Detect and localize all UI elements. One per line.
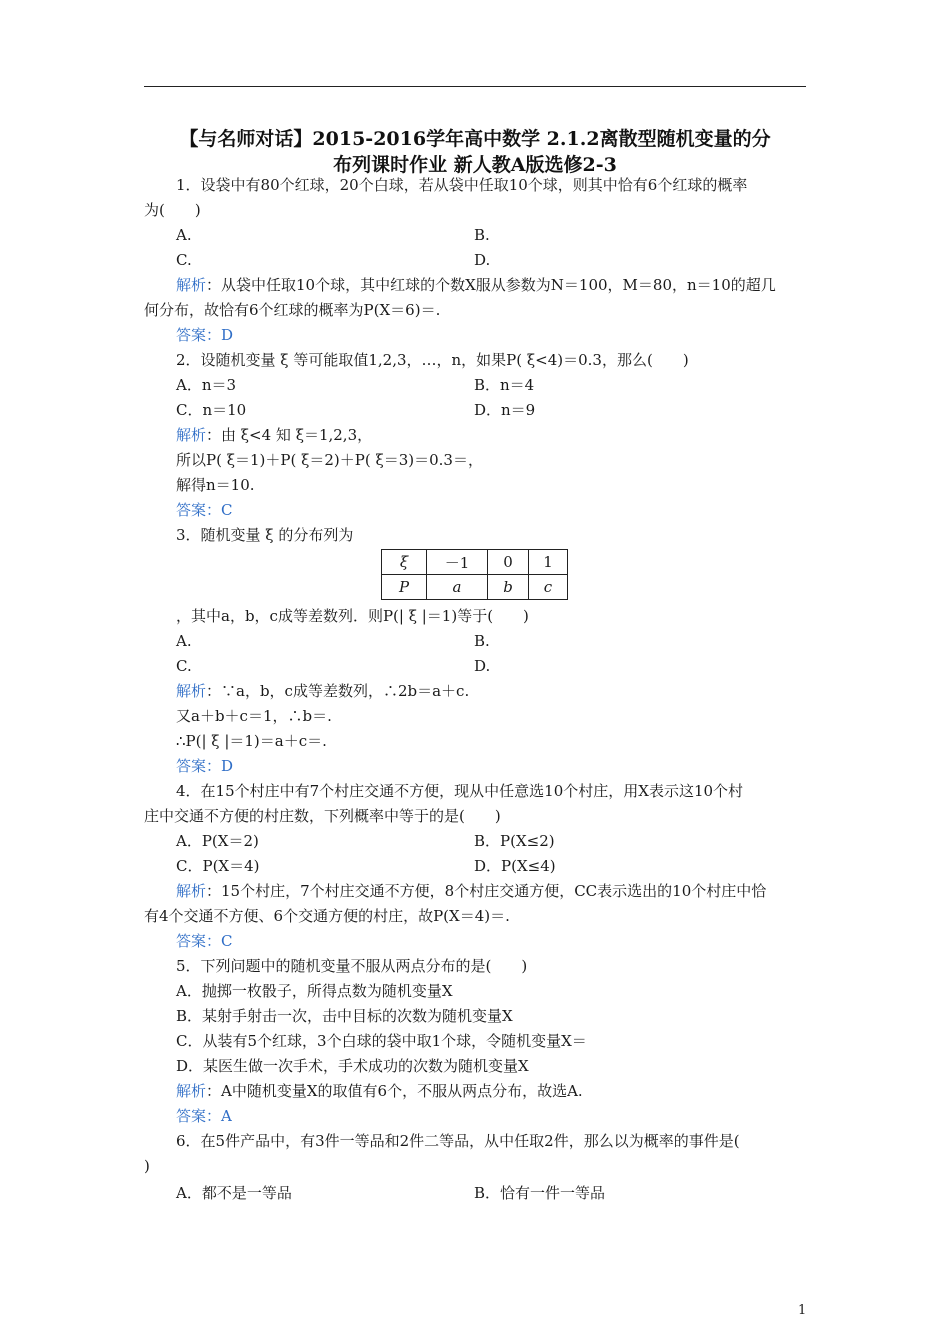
table-cell: ξ [382, 550, 427, 575]
q3-analysis-line1 [176, 681, 469, 701]
q4-stem-line2: 庄中交通不方便的村庄数，下列概率中等于的是( ) [144, 807, 501, 825]
q1-option-c: C. [176, 251, 192, 269]
q4-analysis-line1 [176, 881, 766, 901]
analysis-label: 解析 [176, 426, 207, 444]
q3-option-b: B. [474, 632, 490, 650]
q3-answer: 答案：D [176, 757, 234, 775]
analysis-label: 解析 [176, 682, 207, 700]
q3-stem: 3．随机变量 ξ 的分布列为 [176, 526, 354, 544]
table-cell: 0 [488, 550, 529, 575]
q2-option-a: A．n＝3 [176, 376, 237, 394]
q2-option-d: D．n＝9 [474, 401, 536, 419]
doc-title-line1: 【与名师对话】2015-2016学年高中数学 2.1.2离散型随机变量的分 [179, 128, 771, 150]
table-cell: c [529, 575, 568, 600]
q5-answer: 答案：A [176, 1107, 232, 1125]
q5-stem: 5．下列问题中的随机变量不服从两点分布的是( ) [176, 957, 528, 975]
q4-analysis-text: ：15个村庄，7个村庄交通不方便，8个村庄交通方便，CC表示选出的10个村庄中恰 [206, 882, 767, 900]
q2-analysis-line3: 解得n＝10. [176, 476, 255, 494]
q6-option-a: A．都不是一等品 [176, 1184, 292, 1202]
q5-analysis-text: ：A中随机变量X的取值有6个，不服从两点分布，故选A. [206, 1082, 583, 1100]
table-cell: －1 [427, 550, 488, 575]
analysis-label: 解析 [176, 882, 207, 900]
q3-analysis-text: ：∵a，b，c成等差数列，∴2b＝a＋c. [206, 682, 470, 700]
analysis-label: 解析 [176, 1082, 207, 1100]
q1-stem-line2: 为( ) [144, 201, 201, 219]
q2-analysis-text: ：由 ξ<4 知 ξ＝1,2,3， [206, 426, 373, 444]
q4-option-d: D．P(X≤4) [474, 857, 556, 875]
q4-answer: 答案：C [176, 932, 233, 950]
distribution-table [381, 549, 568, 600]
q5-option-c: C．从装有5个红球，3个白球的袋中取1个球，令随机变量X＝ [176, 1032, 587, 1050]
q1-option-b: B. [474, 226, 490, 244]
q5-option-d: D．某医生做一次手术，手术成功的次数为随机变量X [176, 1057, 529, 1075]
table-row [382, 550, 568, 575]
doc-title-line2: 布列课时作业 新人教A版选修2-3 [333, 154, 617, 176]
q4-stem-line1: 4．在15个村庄中有7个村庄交通不方便，现从中任意选10个村庄，用X表示这10个村 [176, 782, 744, 800]
q3-option-a: A. [176, 632, 192, 650]
q2-option-c: C．n＝10 [176, 401, 247, 419]
q3-analysis-line2: 又a＋b＋c＝1，∴b＝. [176, 707, 332, 725]
q3-analysis-line3: ∴P(| ξ |＝1)＝a＋c＝. [176, 732, 327, 750]
q4-analysis-line2: 有4个交通不方便、6个交通方便的村庄，故P(X＝4)＝. [144, 907, 510, 925]
analysis-label: 解析 [176, 276, 207, 294]
q1-analysis-line1 [176, 275, 776, 295]
table-row [382, 575, 568, 600]
q1-answer: 答案：D [176, 326, 234, 344]
q3-option-c: C. [176, 657, 192, 675]
q3-stem-line2: ，其中a，b，c成等差数列．则P(| ξ |＝1)等于( ) [176, 607, 529, 625]
q5-analysis-line1 [176, 1081, 583, 1101]
page-number: 1 [798, 1303, 807, 1318]
q1-stem-line1: 1．设袋中有80个红球，20个白球，若从袋中任取10个球，则其中恰有6个红球的概率 [176, 176, 748, 194]
q6-stem-line1: 6．在5件产品中，有3件一等品和2件二等品，从中任取2件，那么以为概率的事件是( [176, 1132, 740, 1150]
q2-analysis-line1 [176, 425, 372, 445]
q1-option-a: A. [176, 226, 192, 244]
q2-option-b: B．n＝4 [474, 376, 535, 394]
q5-option-b: B．某射手射击一次，击中目标的次数为随机变量X [176, 1007, 513, 1025]
table-cell: b [488, 575, 529, 600]
q2-stem: 2．设随机变量 ξ 等可能取值1,2,3，…，n，如果P( ξ<4)＝0.3，那么( ) [176, 351, 689, 369]
q4-option-b: B．P(X≤2) [474, 832, 555, 850]
table-cell: 1 [529, 550, 568, 575]
header-rule [144, 86, 806, 87]
table-cell: a [427, 575, 488, 600]
q1-analysis-text: ：从袋中任取10个球，其中红球的个数X服从参数为N＝100，M＝80，n＝10的超几 [206, 276, 776, 294]
q1-analysis-line2: 何分布，故恰有6个红球的概率为P(X＝6)＝. [144, 301, 441, 319]
q3-option-d: D. [474, 657, 491, 675]
q2-analysis-line2: 所以P( ξ＝1)＋P( ξ＝2)＋P( ξ＝3)＝0.3＝， [176, 451, 483, 469]
q4-option-c: C．P(X＝4) [176, 857, 260, 875]
q5-option-a: A．抛掷一枚骰子，所得点数为随机变量X [176, 982, 453, 1000]
q2-answer: 答案：C [176, 501, 233, 519]
table-cell: P [382, 575, 427, 600]
q6-option-b: B．恰有一件一等品 [474, 1184, 606, 1202]
q1-option-d: D. [474, 251, 491, 269]
q4-option-a: A．P(X＝2) [176, 832, 259, 850]
q6-stem-line2: ) [144, 1157, 150, 1175]
